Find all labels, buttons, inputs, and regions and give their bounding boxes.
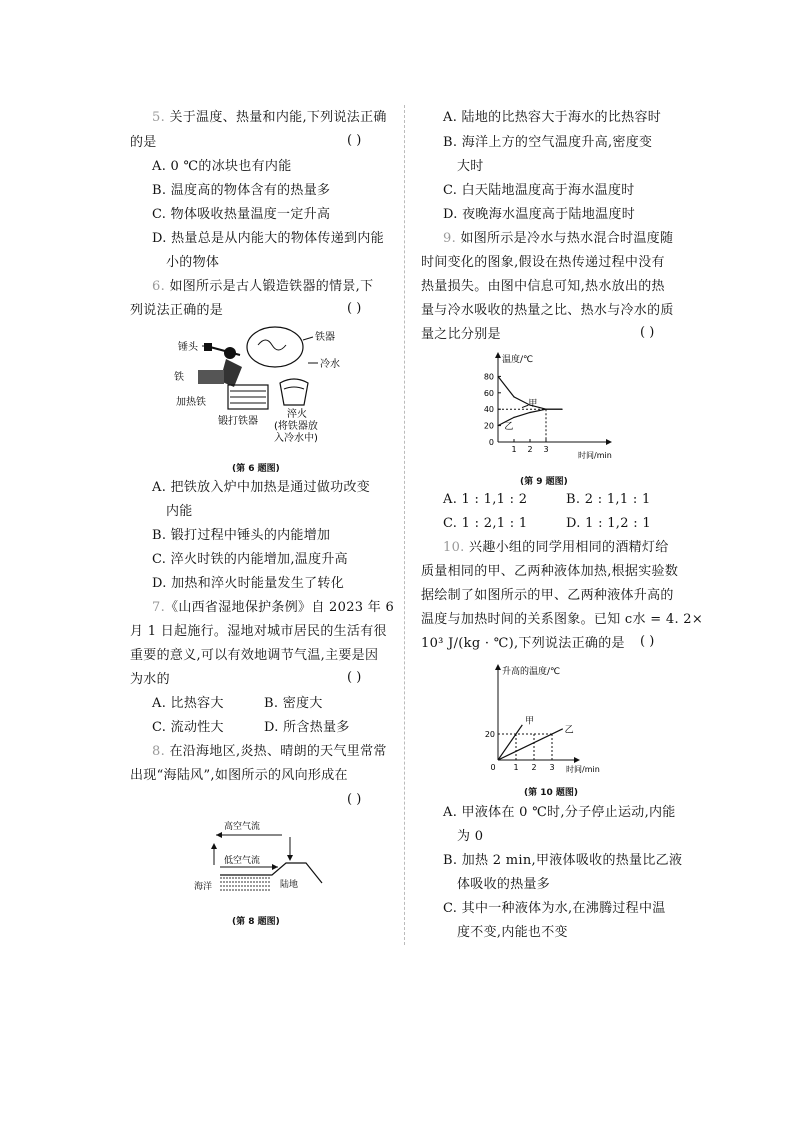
q10-option-a-cont: 为 0 xyxy=(457,829,484,844)
q5-answer-paren[interactable]: ( ) xyxy=(347,133,362,148)
q9-temperature-chart xyxy=(470,350,620,465)
y-axis-label: 温度/℃ xyxy=(502,355,534,365)
x-axis-arrow xyxy=(574,757,580,763)
q9-answer-paren[interactable]: ( ) xyxy=(640,325,655,340)
label-cold-water: 冷水 xyxy=(320,359,340,370)
q9-stem-line5: 量之比分别是 xyxy=(421,327,501,342)
label-quench-note1: (将铁器放 xyxy=(274,421,318,432)
q5-option-d-cont: 小的物体 xyxy=(166,255,220,270)
q9-stem-line1 xyxy=(443,229,673,249)
low-airflow-head xyxy=(272,864,278,870)
bubble-scene xyxy=(258,340,286,350)
q8-option-c[interactable]: C. 白天陆地温度高于海水温度时 xyxy=(443,183,635,198)
ironware-bubble xyxy=(247,327,303,367)
series-line-1 xyxy=(498,729,563,760)
q6-option-a[interactable]: A. 把铁放入炉中加热是通过做功改变 xyxy=(152,480,371,495)
quench-bucket xyxy=(280,379,308,405)
bucket-water xyxy=(284,387,304,389)
q9-stem-line2: 时间变化的图象,假设在热传递过程中没有 xyxy=(421,255,665,270)
q9-stem-line3: 热量损失。由图中信息可知,热水放出的热 xyxy=(421,279,665,294)
q7-stem-line4: 为水的 xyxy=(130,672,170,687)
y-tick-label: 20 xyxy=(484,730,495,739)
q6-option-a-cont: 内能 xyxy=(166,504,193,519)
q10-stem-line5: 10³ J/(kg · ℃),下列说法正确的是 xyxy=(421,636,625,651)
q10-stem1: 兴趣小组的同学用相同的酒精灯给 xyxy=(469,540,669,555)
x-tick-label: 1 xyxy=(513,763,519,772)
q5-option-b[interactable]: B. 温度高的物体含有的热量多 xyxy=(152,183,331,198)
label-forge: 锻打铁器 xyxy=(218,416,258,427)
q9-number: 9. xyxy=(443,231,457,246)
hammer-head xyxy=(204,343,212,351)
y-axis-arrow xyxy=(495,352,501,358)
q7-number: 7. xyxy=(152,600,166,615)
q9-option-a[interactable]: A. 1 : 1,1 : 2 xyxy=(443,492,528,507)
q6-option-c[interactable]: C. 淬火时铁的内能增加,温度升高 xyxy=(152,552,348,567)
q7-option-c[interactable]: C. 流动性大 xyxy=(152,720,224,735)
q6-stem-line2: 列说法正确的是 xyxy=(130,303,224,318)
label-quench: 淬火 xyxy=(287,409,307,420)
data-point xyxy=(513,396,514,397)
q7-stem-line3: 重要的意义,可以有效地调节气温,主要是因 xyxy=(130,648,379,663)
y-axis-arrow xyxy=(495,664,501,670)
q10-answer-paren[interactable]: ( ) xyxy=(640,634,655,649)
q5-option-a[interactable]: A. 0 ℃的冰块也有内能 xyxy=(152,159,292,174)
data-point xyxy=(545,409,546,410)
q10-temperature-rise-chart xyxy=(478,660,618,775)
ironware-leader xyxy=(303,337,313,340)
q10-caption: (第 10 题图) xyxy=(524,788,579,798)
q6-answer-paren[interactable]: ( ) xyxy=(347,301,362,316)
q10-stem-line4: 温度与加热时间的关系图象。已知 c水 = 4. 2× xyxy=(421,612,704,627)
label-quench-note2: 入冷水中) xyxy=(274,433,318,444)
series-label-jia: 甲 xyxy=(525,716,535,727)
data-point xyxy=(561,409,562,410)
x-tick-label: 0 xyxy=(490,763,496,772)
data-point xyxy=(497,425,498,426)
q6-option-b[interactable]: B. 锻打过程中锤头的内能增加 xyxy=(152,528,331,543)
q10-stem-line1 xyxy=(443,538,669,558)
q7-stem-line1 xyxy=(152,598,394,618)
y-tick-label: 0 xyxy=(488,438,494,447)
q5-stem-line1 xyxy=(152,108,387,128)
x-tick-label: 2 xyxy=(531,763,537,772)
label-high-airflow: 高空气流 xyxy=(224,822,261,832)
q10-option-c-cont: 度不变,内能也不变 xyxy=(457,925,568,940)
q5-stem-line2: 的是 xyxy=(130,135,157,150)
x-axis-label: 时间/min xyxy=(566,765,600,774)
q8-stem-line1 xyxy=(152,742,387,762)
q8-number: 8. xyxy=(152,744,166,759)
label-low-airflow: 低空气流 xyxy=(224,856,261,866)
q10-option-a[interactable]: A. 甲液体在 0 ℃时,分子停止运动,内能 xyxy=(443,805,676,820)
series-label-jia: 甲 xyxy=(528,398,538,409)
q8-caption: (第 8 题图) xyxy=(232,917,280,927)
q10-option-b-cont: 体吸收的热量多 xyxy=(457,877,551,892)
q8-option-b[interactable]: B. 海洋上方的空气温度升高,密度变 xyxy=(443,135,653,150)
x-tick-label: 2 xyxy=(527,445,533,454)
label-ironware: 铁器 xyxy=(315,332,335,343)
data-point xyxy=(497,376,498,377)
q6-caption: (第 6 题图) xyxy=(232,464,280,474)
q9-option-b[interactable]: B. 2 : 1,1 : 1 xyxy=(566,492,651,507)
q8-option-b-cont: 大时 xyxy=(457,159,484,174)
q6-number: 6. xyxy=(152,279,166,294)
q9-option-c[interactable]: C. 1 : 2,1 : 1 xyxy=(443,516,528,531)
data-point xyxy=(529,412,530,413)
q10-number: 10. xyxy=(443,540,465,555)
label-land: 陆地 xyxy=(280,880,299,890)
q8-option-a[interactable]: A. 陆地的比热容大于海水的比热容时 xyxy=(443,110,662,125)
q9-option-d[interactable]: D. 1 : 1,2 : 1 xyxy=(566,516,651,531)
furnace xyxy=(198,370,224,384)
land-profile xyxy=(220,863,322,883)
q6-option-d[interactable]: D. 加热和淬火时能量发生了转化 xyxy=(152,576,345,591)
q5-number: 5. xyxy=(152,110,166,125)
y-tick-label: 40 xyxy=(483,405,494,415)
column-divider xyxy=(404,105,405,945)
x-tick-label: 3 xyxy=(543,445,549,454)
y-tick-label: 80 xyxy=(483,372,494,382)
q9-caption: (第 9 题图) xyxy=(520,477,568,487)
x-axis-arrow xyxy=(606,439,612,445)
q10-stem-line2: 质量相同的甲、乙两种液体加热,根据实验数 xyxy=(421,564,679,579)
series-label-yi: 乙 xyxy=(504,421,514,432)
label-hammer: 锤头 xyxy=(178,342,198,353)
data-point xyxy=(513,417,514,418)
q7-stem1: 《山西省湿地保护条例》自 2023 年 6 xyxy=(165,600,395,615)
y-tick-label: 20 xyxy=(483,421,494,431)
series-label-yi: 乙 xyxy=(564,725,574,736)
q7-option-b[interactable]: B. 密度大 xyxy=(264,696,323,711)
label-heat-iron: 加热铁 xyxy=(176,397,206,408)
q8-stem1: 在沿海地区,炎热、晴朗的天气里常常 xyxy=(169,744,387,759)
label-iron: 铁 xyxy=(174,372,184,383)
x-tick-label: 1 xyxy=(511,445,517,454)
q7-option-d[interactable]: D. 所含热量多 xyxy=(264,720,350,735)
y-tick-label: 60 xyxy=(483,388,494,398)
x-axis-label: 时间/min xyxy=(578,451,612,460)
q6-stem-line1 xyxy=(152,277,373,297)
q8-option-d[interactable]: D. 夜晚海水温度高于陆地温度时 xyxy=(443,207,636,222)
q5-option-d[interactable]: D. 热量总是从内能大的物体传递到内能 xyxy=(152,231,384,246)
q8-stem-line2: 出现“海陆风”,如图所示的风向形成在 xyxy=(130,768,348,783)
q7-option-a[interactable]: A. 比热容大 xyxy=(152,696,224,711)
q9-stem1: 如图所示是冷水与热水混合时温度随 xyxy=(460,231,674,246)
land-down-head xyxy=(287,855,293,861)
x-tick-label: 3 xyxy=(549,763,555,772)
q8-sea-land-figure xyxy=(190,815,330,903)
q10-option-b[interactable]: B. 加热 2 min,甲液体吸收的热量比乙液 xyxy=(443,853,683,868)
q10-stem-line3: 据绘制了如图所示的甲、乙两种液体升高的 xyxy=(421,588,674,603)
q7-stem-line2: 月 1 日起施行。湿地对城市居民的生活有很 xyxy=(130,624,387,639)
q10-option-c[interactable]: C. 其中一种液体为水,在沸腾过程中温 xyxy=(443,901,666,916)
label-sea: 海洋 xyxy=(194,882,213,892)
q6-forging-figure xyxy=(170,325,360,447)
q6-stem1: 如图所示是古人锻造铁器的情景,下 xyxy=(169,279,374,294)
q8-answer-paren[interactable]: ( ) xyxy=(347,792,362,807)
y-axis-label: 升高的温度/℃ xyxy=(502,667,561,677)
q5-stem1: 关于温度、热量和内能,下列说法正确 xyxy=(169,110,387,125)
q7-answer-paren[interactable]: ( ) xyxy=(347,670,362,685)
sea-up-head xyxy=(211,843,217,849)
high-airflow-head xyxy=(216,832,222,838)
q9-stem-line4: 量与冷水吸收的热量之比、热水与冷水的质 xyxy=(421,303,674,318)
q5-option-c[interactable]: C. 物体吸收热量温度一定升高 xyxy=(152,207,331,222)
